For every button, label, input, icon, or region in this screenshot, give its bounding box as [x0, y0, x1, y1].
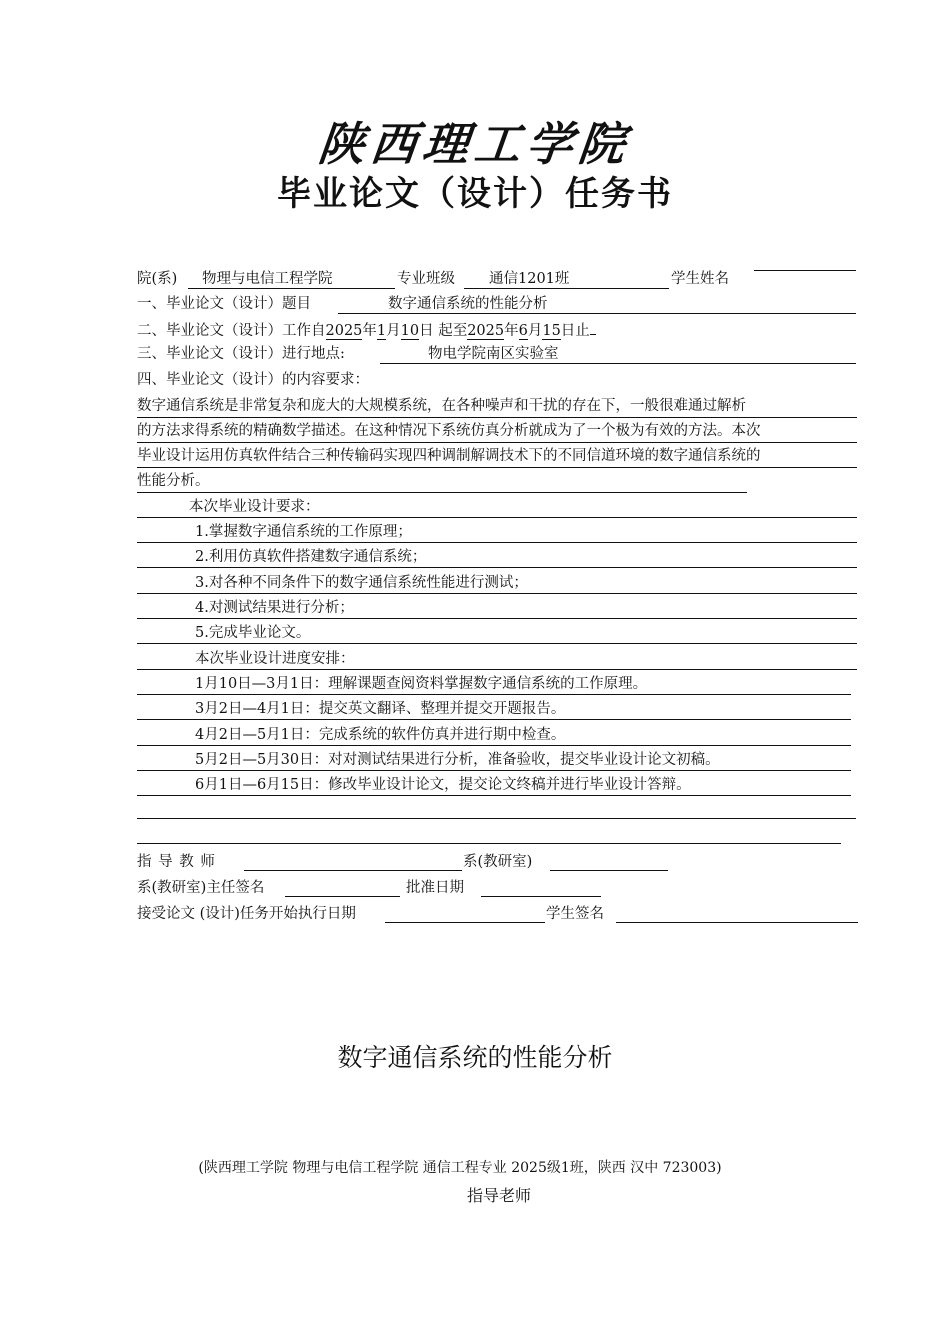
schedule-item: 5月2日—5月30日：对对测试结果进行分析，准备验收，提交毕业设计论文初稿。	[137, 751, 851, 771]
topic-label: 一、毕业论文（设计）题目	[137, 296, 311, 312]
year-char: 年	[362, 323, 377, 339]
paper-title: 数字通信系统的性能分析	[337, 1043, 613, 1072]
document-title: 毕业论文（设计）任务书	[277, 174, 673, 214]
end-month: 6	[518, 323, 528, 339]
approve-date-label: 批准日期	[406, 880, 464, 896]
blank-line	[137, 843, 841, 844]
student-sign-label: 学生签名	[546, 906, 604, 922]
day-from: 日 起至	[419, 323, 468, 339]
paper-affiliation: (陕西理工学院 物理与电信工程学院 通信工程专业 2025级1班，陕西 汉中 723003)	[198, 1160, 722, 1176]
office-field	[550, 853, 668, 871]
requirement-item: 5.完成毕业论文。	[137, 624, 857, 644]
content-para-line: 性能分析。	[137, 472, 747, 493]
place-field: 物电学院南区实验室	[380, 345, 856, 364]
major-field: 通信1201班	[464, 270, 669, 289]
requirement-item: 4.对测试结果进行分析；	[137, 599, 857, 619]
start-month: 1	[376, 323, 387, 339]
period-row	[137, 320, 596, 340]
approve-date-field	[481, 879, 601, 897]
school-name: 陕西理工学院	[315, 117, 634, 171]
start-day: 10	[400, 323, 420, 339]
head-sign-field	[285, 879, 400, 897]
requirement-item: 1.掌握数字通信系统的工作原理；	[137, 523, 857, 543]
month-char-2: 月	[527, 323, 543, 339]
requirement-item: 2.利用仿真软件搭建数字通信系统；	[137, 548, 857, 568]
student-name-field	[754, 270, 856, 271]
advisor-field	[244, 853, 462, 871]
place-label: 三、毕业论文（设计）进行地点:	[137, 346, 345, 362]
paper-advisor: 指导老师	[466, 1186, 531, 1205]
end-blank	[590, 320, 596, 335]
topic-field: 数字通信系统的性能分析	[338, 295, 856, 314]
schedule-item: 3月2日—4月1日：提交英文翻译、整理并提交开题报告。	[137, 700, 851, 720]
schedule-item: 6月1日—6月15日：修改毕业设计论文，提交论文终稿并进行毕业设计答辩。	[137, 776, 851, 796]
end-year: 2025	[467, 323, 505, 339]
content-para-line: 的方法求得系统的精确数学描述。在这种情况下系统仿真分析就成为了一个极为有效的方法。本次	[137, 422, 857, 443]
advisor-label: 指 导 教 师	[137, 854, 216, 870]
office-label: 系(教研室)	[463, 854, 533, 870]
start-year: 2025	[325, 323, 363, 339]
schedule-title: 本次毕业设计进度安排：	[137, 650, 857, 670]
period-label: 二、毕业论文（设计）工作自	[137, 323, 326, 339]
schedule-item: 1月10日—3月1日：理解课题查阅资料掌握数字通信系统的工作原理。	[137, 675, 851, 695]
schedule-item: 4月2日—5月1日：完成系统的软件仿真并进行期中检查。	[137, 726, 851, 746]
dept-label: 院(系)	[137, 271, 178, 287]
requirements-title: 本次毕业设计要求：	[137, 498, 857, 518]
student-sign-field	[616, 905, 858, 923]
end-day: 15	[542, 323, 561, 339]
month-char: 月	[386, 323, 401, 339]
content-para-line: 数字通信系统是非常复杂和庞大的大规模系统，在各种噪声和干扰的存在下，一般很难通过解析	[137, 397, 857, 418]
head-sign-label: 系(教研室)主任签名	[137, 880, 265, 896]
accept-date-field	[385, 905, 545, 923]
major-label: 专业班级	[397, 271, 455, 287]
year-char-2: 年	[504, 323, 519, 339]
blank-line	[137, 818, 856, 819]
requirement-item: 3.对各种不同条件下的数字通信系统性能进行测试；	[137, 574, 857, 594]
student-name-label: 学生姓名	[671, 271, 729, 287]
dept-field: 物理与电信工程学院	[188, 270, 395, 289]
content-label: 四、毕业论文（设计）的内容要求：	[137, 372, 369, 388]
content-para-line: 毕业设计运用仿真软件结合三种传输码实现四种调制解调技术下的不同信道环境的数字通信系统的	[137, 447, 857, 468]
accept-date-label: 接受论文 (设计)任务开始执行日期	[137, 906, 356, 922]
day-to: 日止	[560, 323, 590, 339]
